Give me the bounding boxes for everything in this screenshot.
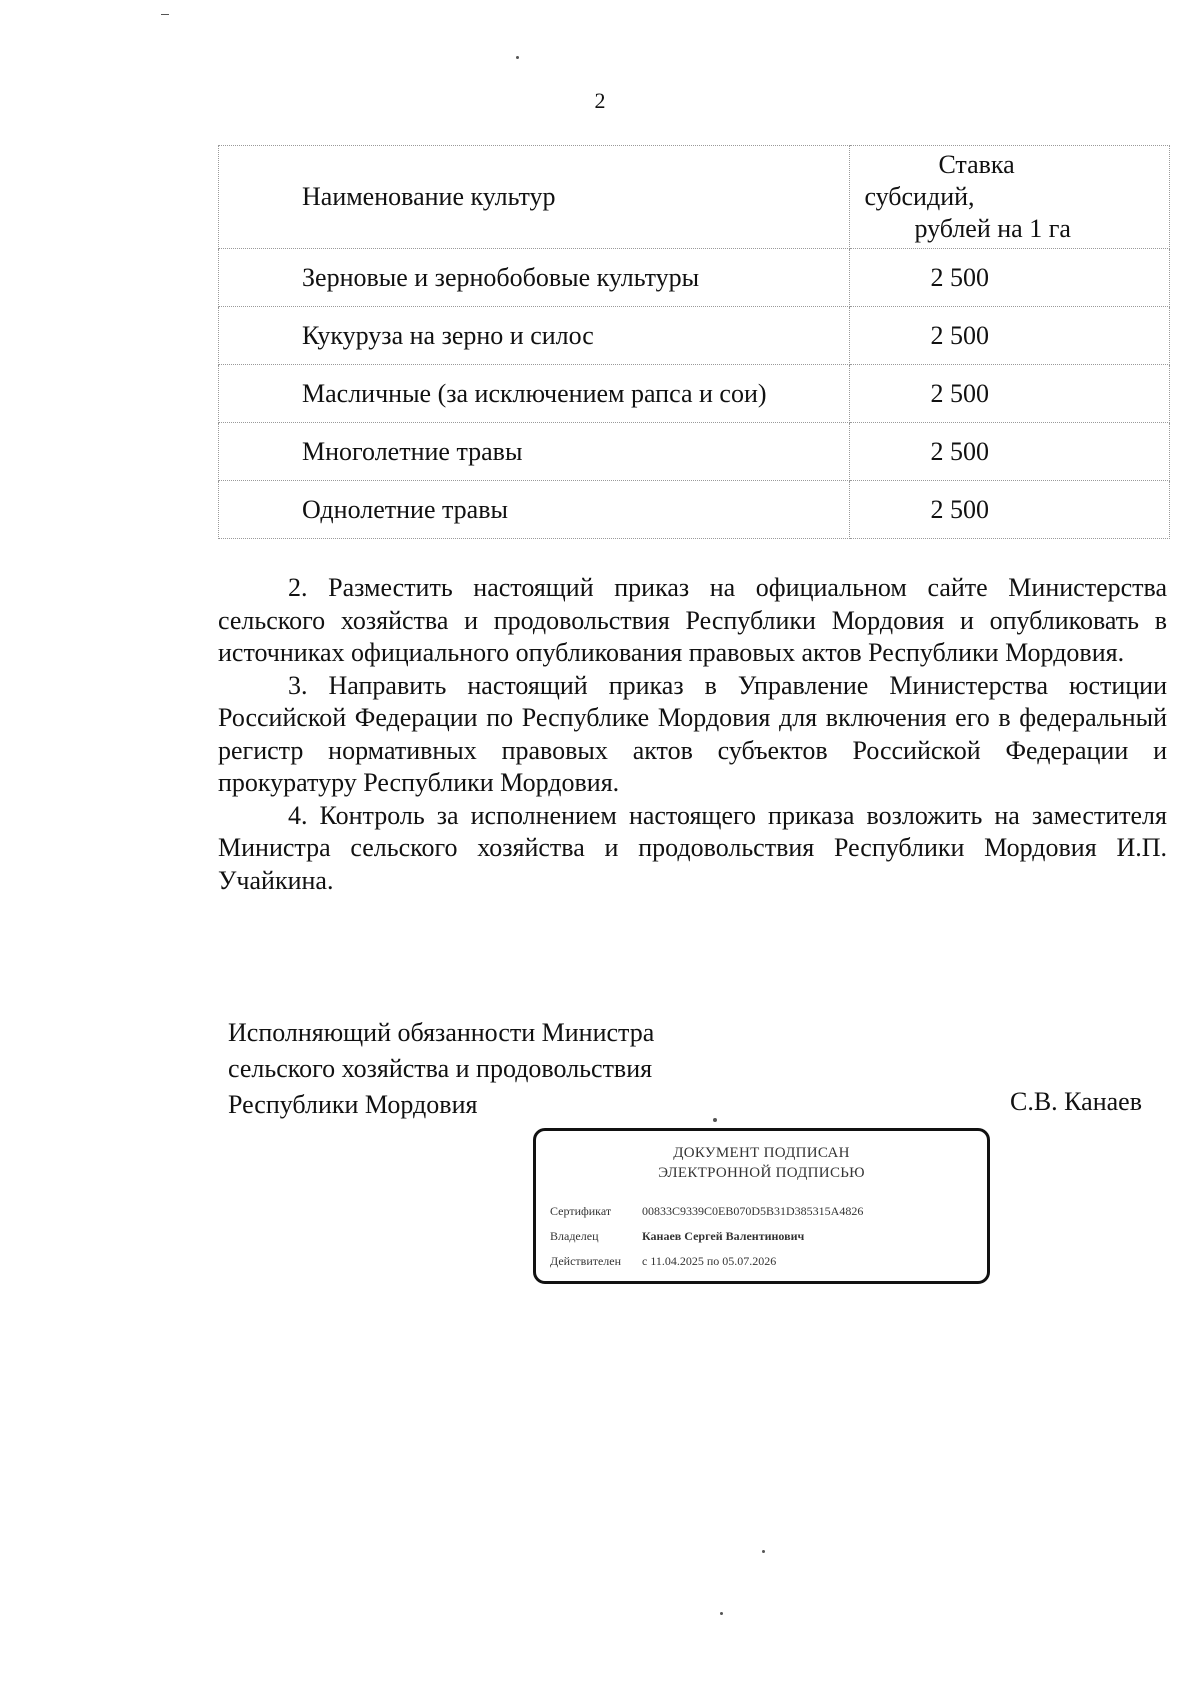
signatory-position <box>228 1015 654 1123</box>
crop-name-cell: Однолетние травы <box>219 481 850 539</box>
validity-value: с 11.04.2025 по 05.07.2026 <box>642 1254 777 1268</box>
stamp-title-line: ДОКУМЕНТ ПОДПИСАН <box>673 1145 850 1161</box>
scan-speck <box>762 1550 765 1553</box>
paragraph-control: 4. Контроль за исполнением настоящего приказа возложить на заместителя Министра сельского хозяйства и продовольствия Республики Мордовия И.П. Учайкина. <box>218 800 1167 895</box>
scan-speck <box>516 56 519 59</box>
signatory-name: С.В. Канаев <box>1010 1087 1142 1116</box>
rate-cell: 2 500 <box>850 481 1170 539</box>
table-row <box>219 249 1170 307</box>
stamp-title-line: ЭЛЕКТРОННОЙ ПОДПИСЬЮ <box>658 1165 865 1181</box>
stamp-owner-row <box>550 1224 987 1249</box>
table-row <box>219 481 1170 539</box>
crop-name-cell: Зерновые и зернобобовые культуры <box>219 249 850 307</box>
order-body <box>218 572 1167 897</box>
certificate-value: 00833C9339C0EB070D5B31D385315A4826 <box>642 1204 864 1218</box>
owner-value: Канаев Сергей Валентинович <box>642 1229 805 1243</box>
crop-name-cell: Многолетние травы <box>219 423 850 481</box>
position-line: сельского хозяйства и продовольствия <box>228 1054 653 1083</box>
rate-cell: 2 500 <box>850 423 1170 481</box>
table-row <box>219 307 1170 365</box>
crop-name-cell: Масличные (за исключением рапса и сои) <box>219 365 850 423</box>
position-line: Исполняющий обязанности Министра <box>228 1018 655 1047</box>
stamp-details <box>536 1199 987 1274</box>
stamp-certificate-row <box>550 1199 987 1224</box>
rate-cell: 2 500 <box>850 365 1170 423</box>
subsidy-rates-table <box>218 145 1170 539</box>
electronic-signature-stamp <box>533 1128 990 1284</box>
table-row <box>219 423 1170 481</box>
paragraph-justice-registry: 3. Направить настоящий приказ в Управление Министерства юстиции Российской Федерации по Республике Мордовия для включения его в федеральный регистр нормативных правовых актов субъектов Российской Федерации и прокуратуру Республики Мордовия. <box>218 670 1167 797</box>
header-crop-name: Наименование культур <box>219 146 850 249</box>
scan-speck <box>713 1118 717 1122</box>
stamp-validity-row <box>550 1249 987 1274</box>
page-number: 2 <box>594 88 606 113</box>
paragraph-publish: 2. Разместить настоящий приказ на официальном сайте Министерства сельского хозяйства и продовольствия Республики Мордовия и опубликовать в источниках официального опубликования правовых актов Республики Мордовия. <box>218 573 1167 667</box>
header-subsidy-rate <box>850 146 1170 249</box>
table-header-row <box>219 146 1170 249</box>
validity-label: Действителен <box>550 1254 622 1268</box>
rate-cell: 2 500 <box>850 307 1170 365</box>
certificate-label: Сертификат <box>550 1204 612 1218</box>
scan-speck <box>720 1612 723 1615</box>
header-rate-line: Ставка <box>938 150 1015 179</box>
header-rate-line: субсидий, <box>864 182 975 211</box>
position-line: Республики Мордовия <box>228 1090 478 1119</box>
stamp-title <box>536 1143 987 1183</box>
crop-name-cell: Кукуруза на зерно и силос <box>219 307 850 365</box>
header-rate-line: рублей на 1 га <box>914 214 1071 243</box>
rate-cell: 2 500 <box>850 249 1170 307</box>
owner-label: Владелец <box>550 1229 599 1243</box>
scan-speck <box>161 14 169 15</box>
table-row <box>219 365 1170 423</box>
